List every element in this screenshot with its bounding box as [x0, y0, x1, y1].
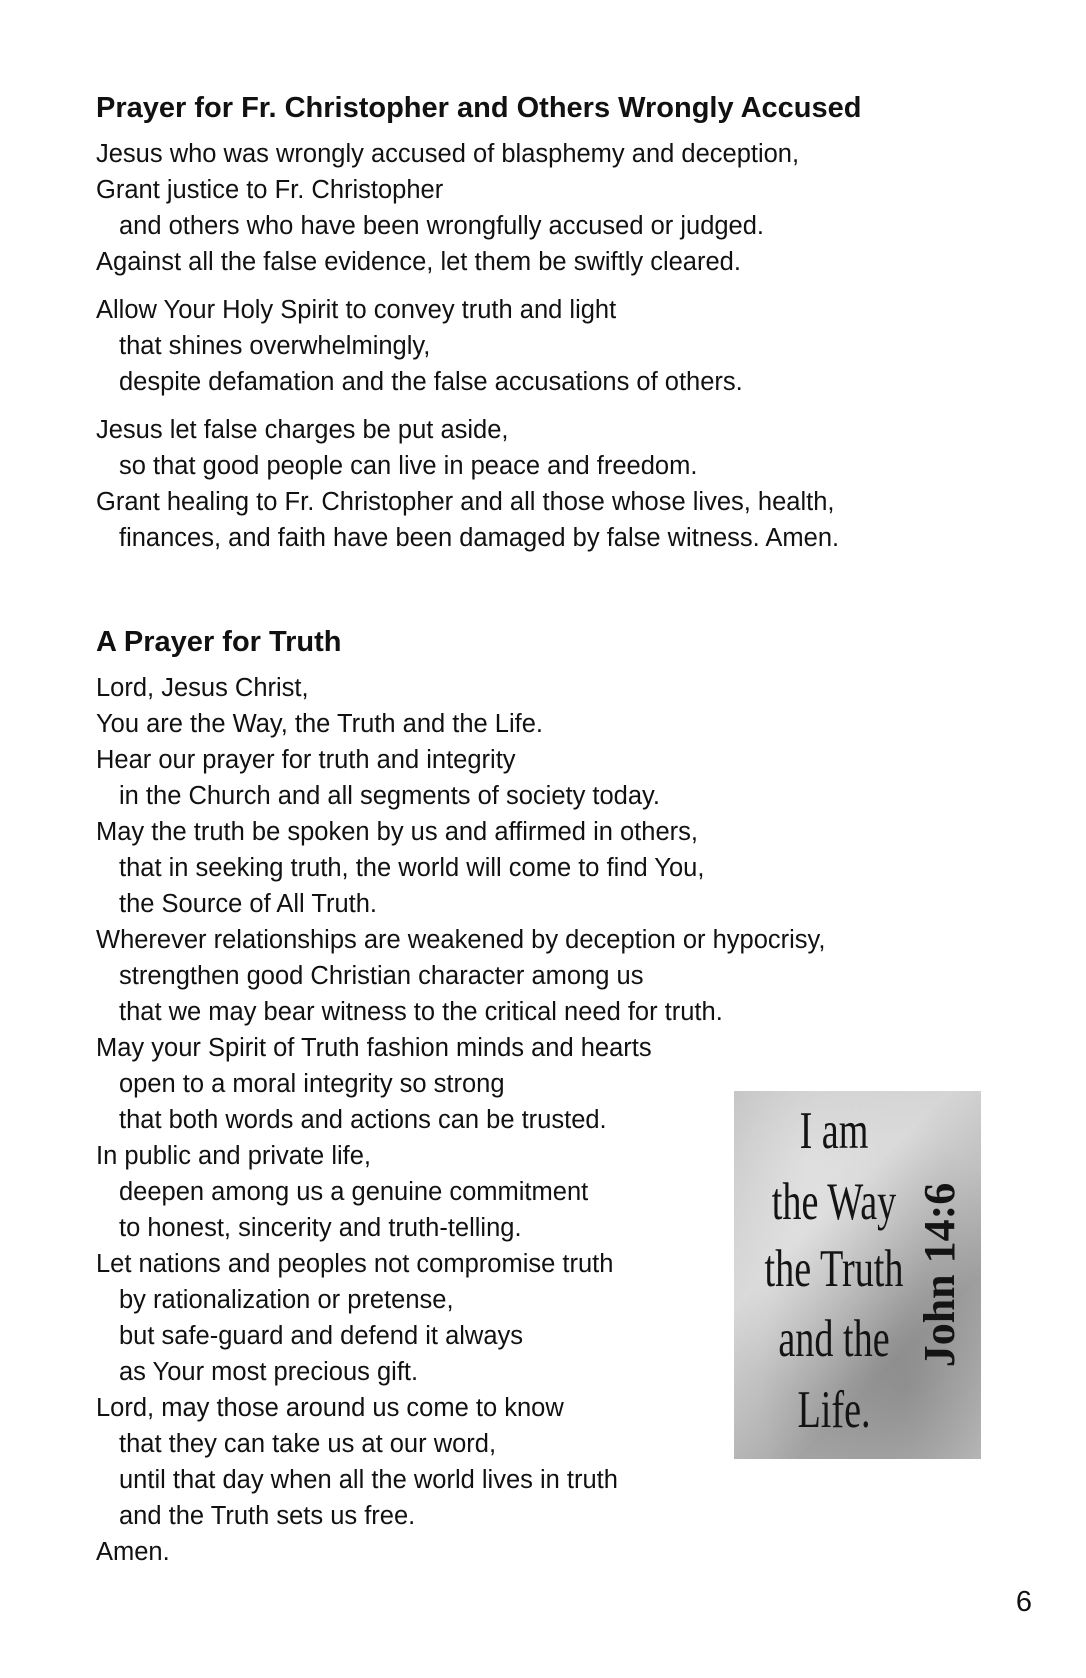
prayer-line: May your Spirit of Truth fashion minds and hearts — [96, 1034, 652, 1062]
prayer-line: that in seeking truth, the world will come to find You, — [119, 854, 705, 882]
prayer-line: but safe-guard and defend it always — [119, 1322, 524, 1350]
prayer-paragraph — [96, 292, 861, 400]
prayer-line: that both words and actions can be trusted. — [119, 1106, 607, 1134]
prayer-line: Amen. — [96, 1538, 170, 1566]
prayer-line: in the Church and all segments of society today. — [119, 782, 660, 810]
prayer-paragraph — [96, 136, 861, 280]
page-number: 6 — [1015, 1586, 1032, 1618]
prayer-line: finances, and faith have been damaged by false witness. Amen. — [119, 524, 840, 552]
prayer-line: You are the Way, the Truth and the Life. — [96, 710, 544, 738]
prayer-line: open to a moral integrity so strong — [119, 1070, 505, 1098]
prayer-line: May the truth be spoken by us and affirmed in others, — [96, 818, 698, 846]
prayer-line: and others who have been wrongfully accused or judged. — [119, 212, 765, 240]
prayer-line: that shines overwhelmingly, — [119, 332, 431, 360]
prayer-for-truth — [96, 622, 826, 1570]
prayer-line: Against all the false evidence, let them be swiftly cleared. — [96, 248, 741, 276]
prayer-line: Wherever relationships are weakened by deception or hypocrisy, — [96, 926, 826, 954]
prayer-line: so that good people can live in peace and freedom. — [119, 452, 698, 480]
verse-line: the Truth — [764, 1240, 904, 1298]
prayer-line: Lord, Jesus Christ, — [96, 674, 309, 702]
prayer-line: Hear our prayer for truth and integrity — [96, 746, 516, 774]
prayer-line: and the Truth sets us free. — [119, 1502, 416, 1530]
verse-line: the Way — [771, 1173, 897, 1231]
prayer-line: deepen among us a genuine commitment — [119, 1178, 589, 1206]
prayer-line: Grant justice to Fr. Christopher — [96, 176, 444, 204]
verse-line: I am — [799, 1102, 869, 1160]
scripture-verse-image — [734, 1091, 981, 1459]
prayer-line: Jesus who was wrongly accused of blasphemy and deception, — [96, 140, 800, 168]
prayer-line: Lord, may those around us come to know — [96, 1394, 564, 1422]
prayer-title: Prayer for Fr. Christopher and Others Wrongly Accused — [96, 92, 862, 124]
prayer-line: In public and private life, — [96, 1142, 371, 1170]
prayer-line: to honest, sincerity and truth-telling. — [119, 1214, 522, 1242]
prayer-title: A Prayer for Truth — [96, 626, 342, 658]
prayer-line: Grant healing to Fr. Christopher and all those whose lives, health, — [96, 488, 835, 516]
prayer-line: that they can take us at our word, — [119, 1430, 497, 1458]
prayer-wrongly-accused — [96, 88, 861, 568]
prayer-body — [96, 670, 826, 1570]
prayer-line: strengthen good Christian character among us — [119, 962, 644, 990]
verse-reference: John 14:6 — [915, 1182, 964, 1368]
verse-line: and the — [778, 1310, 890, 1368]
prayer-line: that we may bear witness to the critical need for truth. — [119, 998, 723, 1026]
prayer-body — [96, 136, 861, 556]
prayer-line: until that day when all the world lives in truth — [119, 1466, 618, 1494]
prayer-line: Let nations and peoples not compromise truth — [96, 1250, 614, 1278]
prayer-line: as Your most precious gift. — [119, 1358, 419, 1386]
verse-line: Life. — [797, 1381, 871, 1439]
prayer-line: the Source of All Truth. — [119, 890, 377, 918]
prayer-line: despite defamation and the false accusations of others. — [119, 368, 743, 396]
prayer-line: Jesus let false charges be put aside, — [96, 416, 509, 444]
prayer-line: Allow Your Holy Spirit to convey truth and light — [96, 296, 617, 324]
prayer-paragraph — [96, 412, 861, 556]
prayer-line: by rationalization or pretense, — [119, 1286, 454, 1314]
